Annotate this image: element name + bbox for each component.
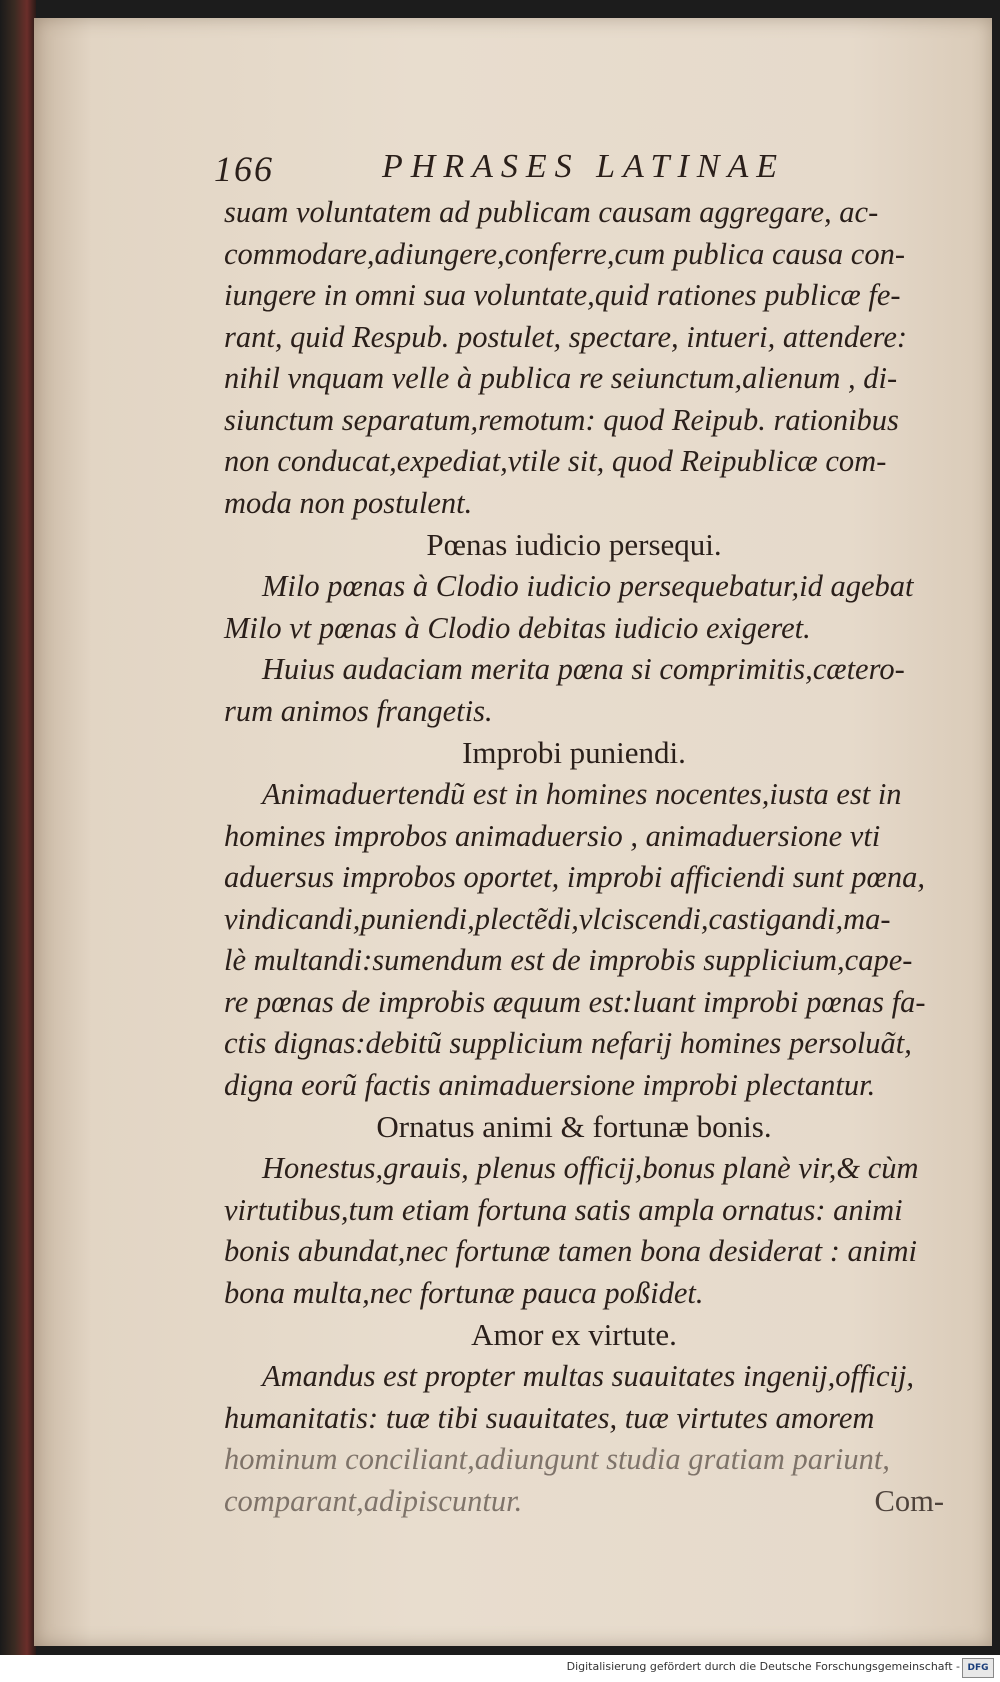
text-line: re pœnas de improbis æquum est:luant improbi pœnas fa- [224,984,926,1019]
section-heading: Pœnas iudicio persequi. [426,527,722,562]
text-line: moda non postulent. [224,485,473,520]
text-line: commodare,adiungere,conferre,cum publica causa con- [224,236,905,271]
text-line: ctis dignas:debitũ supplicium nefarij homines persoluãt, [224,1026,912,1060]
text-line: bonis abundat,nec fortunæ tamen bona desiderat : animi [224,1234,917,1268]
text-line: humanitatis: tuæ tibi suauitates, tuæ virtutes amorem [224,1400,875,1435]
text-line: aduersus improbos oportet, improbi afficiendi sunt pœna, [224,860,925,894]
text-line: suam voluntatem ad publicam causam aggregare, ac- [224,195,879,229]
text-line: nihil vnquam velle à publica re seiunctum,alienum , di- [224,361,898,395]
digitization-footer [0,1655,1000,1682]
funding-credit: Digitalisierung gefördert durch die Deutsche Forschungsgemeinschaft - [566,1660,960,1673]
text-line: rant, quid Respub. postulet, spectare, intueri, attendere: [224,319,908,354]
page-number: 166 [214,149,274,189]
running-head [214,148,984,192]
text-line: Honestus,grauis, plenus officij,bonus planè vir,& cùm [262,1151,919,1185]
text-line: digna eorũ factis animaduersione improbi plectantur. [224,1067,876,1102]
text-line: hominum conciliant,adiungunt studia gratiam pariunt, [224,1442,890,1476]
section-heading: Ornatus animi & fortunæ bonis. [376,1109,772,1144]
text-line: homines improbos animaduersio , animaduersione vti [224,818,881,853]
text-line: Huius audaciam merita pœna si comprimitis,cætero- [262,652,905,686]
text-line: lè multandi:sumendum est de improbis supplicium,cape- [224,943,913,977]
text-line: bona multa,nec fortunæ pauca poßidet. [224,1275,704,1310]
text-line: rum animos frangetis. [224,693,493,728]
book-page [34,18,992,1646]
book-binding-edge [0,0,36,1655]
text-line: Milo pœnas à Clodio iudicio persequebatur,id agebat [262,569,914,603]
section-heading: Amor ex virtute. [471,1317,677,1352]
text-line: comparant,adipiscuntur. [224,1483,523,1518]
text-line: Milo vt pœnas à Clodio debitas iudicio exigeret. [224,610,811,645]
catchword: Com- [874,1483,944,1518]
text-line: non conducat,expediat,vtile sit, quod Reipublicæ com- [224,444,887,478]
text-block [214,148,984,1522]
section-heading: Improbi puniendi. [462,735,686,770]
text-line: virtutibus,tum etiam fortuna satis ampla ornatus: animi [224,1192,903,1227]
text-line: Animaduertendũ est in homines nocentes,iusta est in [262,777,902,811]
dfg-logo-icon: DFG [962,1658,994,1678]
text-line: vindicandi,puniendi,plectẽdi,vlciscendi,castigandi,ma- [224,901,891,936]
text-line: Amandus est propter multas suauitates ingenij,officij, [262,1359,915,1393]
running-title: PHRASES LATINAE [382,148,785,185]
last-line [224,1481,984,1523]
text-line: siunctum separatum,remotum: quod Reipub. rationibus [224,402,899,437]
text-line: iungere in omni sua voluntate,quid rationes publicæ fe- [224,278,901,312]
